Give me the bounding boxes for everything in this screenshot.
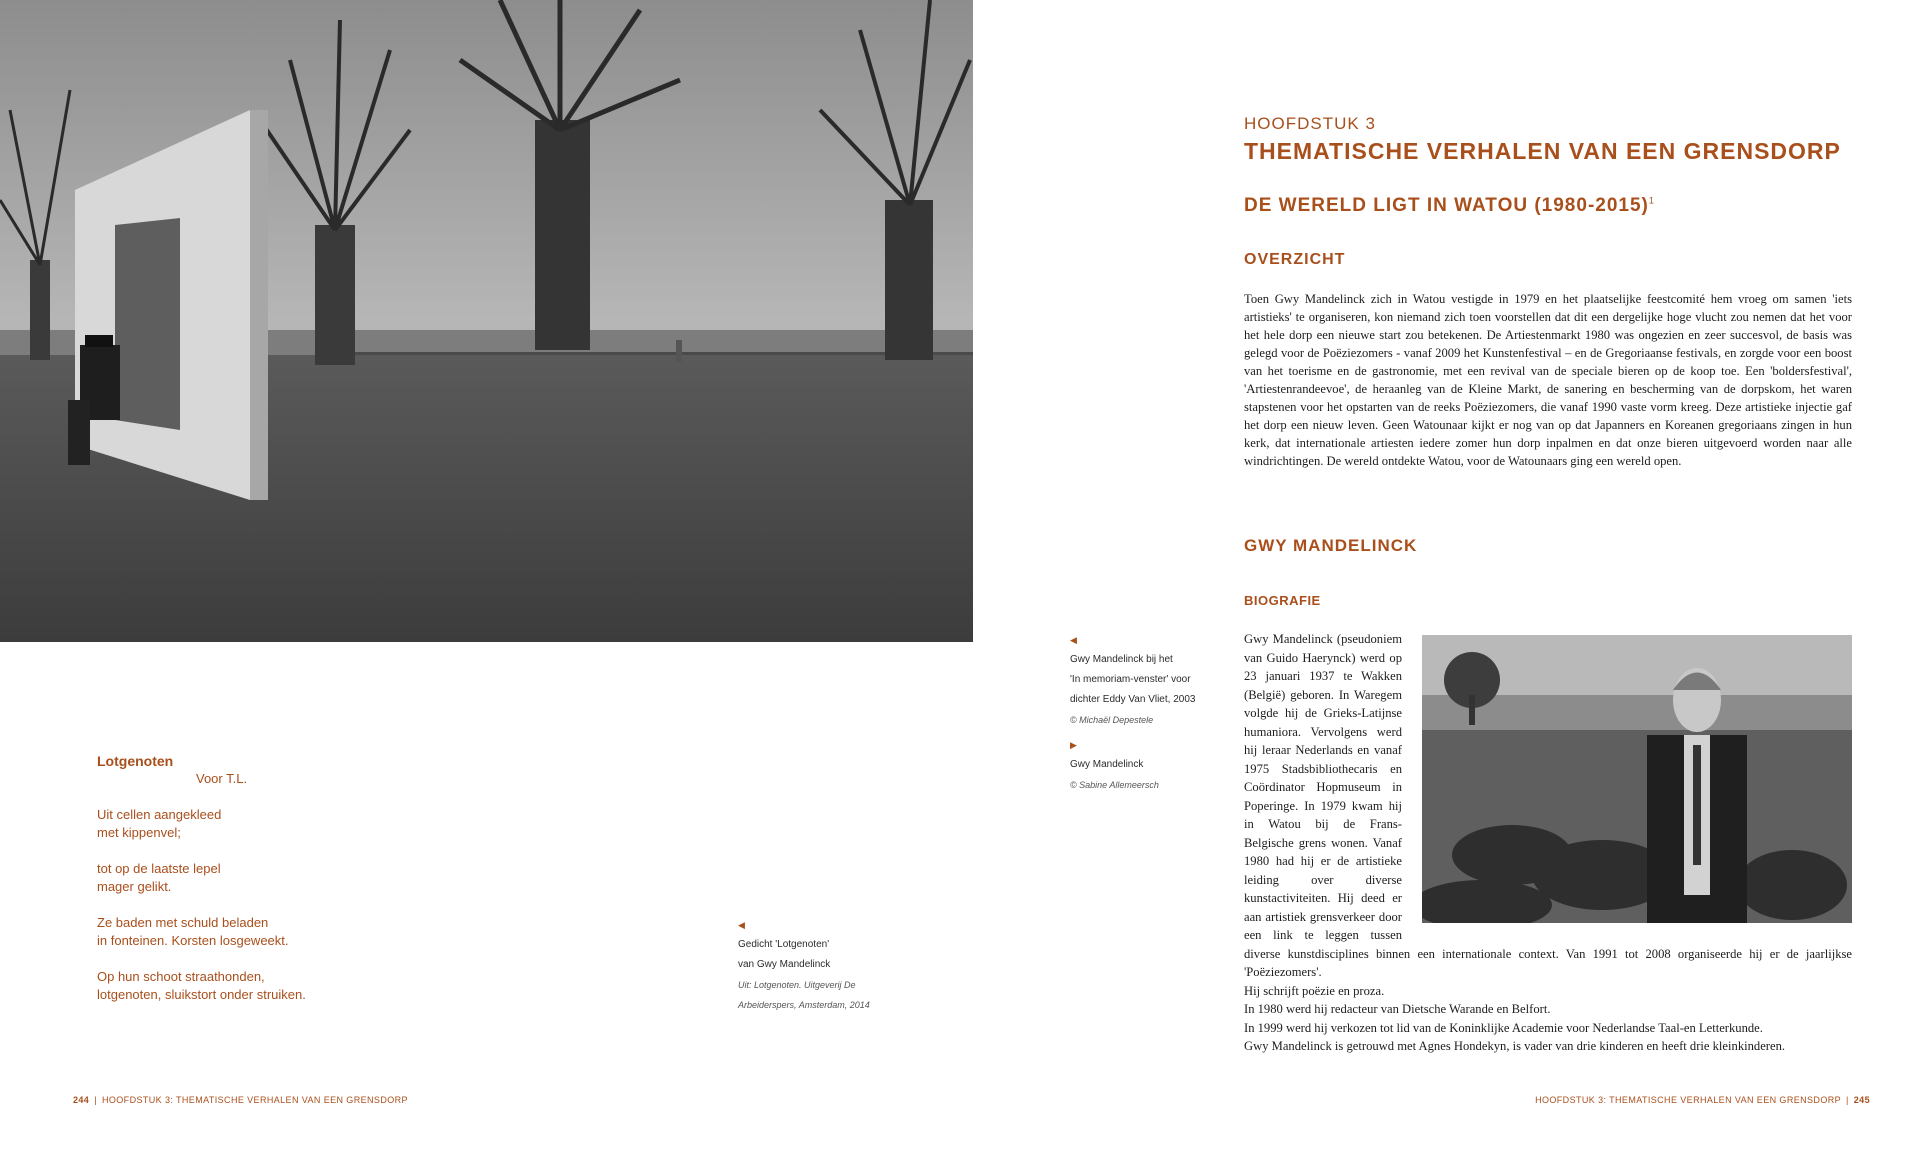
- caption-line: Gedicht 'Lotgenoten': [738, 939, 830, 950]
- poem-line: met kippenvel;: [97, 825, 181, 840]
- page-number: 245: [1853, 1095, 1870, 1105]
- poem-lotgenoten: [97, 752, 457, 1022]
- poem-line: lotgenoten, sluikstort onder struiken.: [97, 987, 306, 1002]
- caption-credit: © Sabine Allemeersch: [1070, 780, 1159, 790]
- poem-line: Uit cellen aangekleed: [97, 807, 222, 822]
- caption-photo-memorial: [1070, 630, 1210, 730]
- folio-left: [73, 1095, 408, 1105]
- poem-title: Lotgenoten: [97, 753, 174, 769]
- overview-paragraph: Toen Gwy Mandelinck zich in Watou vestigde in 1979 en het plaatselijke feestcomité hem vroeg om samen 'iets artistieks' te organiseren, kon niemand zich toen voorstellen dat dit een dergelijke hoge vlucht zou nemen dat het voor het hele dorp een nieuwe start zou betekenen. De Artiestenmarkt 1980 was ongezien en zeer succesvol, de basis was gelegd voor de Poëziezomers - vanaf 2009 het Kunstenfestival – en de Gregoriaanse festivals, en zorgde voor een boost van het toerisme en de gastronomie, met een revival van de speciale bieren op de koop toe. Een 'boldersfestival', 'Artiestenrandeevoe', de heraanleg van de Kleine Markt, de sanering en bescherming van de dorpskom, het waren stapstenen voor het opstarten van de reeks Poëziezomers, die vanaf 1990 vaste vorm kreeg. Deze artistieke injectie gaf het dorp een nieuw leven. Geen Watounaar kijkt er nog van op dat Japanners en Koreanen gregoriaans zingen in hun kerk, dat internationale artiesten iedere zomer hun dorp inpalmen en dat onze bieren uitgevoerd worden naar alle windrichtingen. De wereld ontdekte Watou, voor de Watounaars ging een wereld open.: [1244, 292, 1852, 468]
- poem-line: in fonteinen. Korsten losgeweekt.: [97, 933, 289, 948]
- folio-separator: |: [94, 1095, 97, 1105]
- section-title-text: DE WERELD LIGT IN WATOU (1980-2015): [1244, 195, 1649, 216]
- photo-portrait: [1422, 635, 1852, 923]
- overview-heading: OVERZICHT: [1244, 251, 1346, 268]
- chapter-label: HOOFDSTUK 3: [1244, 114, 1376, 133]
- poem-stanza: [97, 860, 457, 896]
- caption-poem: [738, 915, 888, 1015]
- poem-line: Op hun schoot straathonden,: [97, 969, 265, 984]
- folio-right: [1535, 1095, 1870, 1105]
- photo-portrait-image: [1422, 635, 1852, 923]
- poem-line: Ze baden met schuld beladen: [97, 915, 269, 930]
- caret-left-icon: ◀: [1070, 635, 1077, 645]
- photo-memorial-window-image: [0, 0, 973, 642]
- section-title: [1244, 195, 1655, 217]
- caption-credit: Arbeiderspers, Amsterdam, 2014: [738, 1000, 870, 1010]
- poem-stanza: [97, 914, 457, 950]
- caption-photo-portrait: [1070, 735, 1210, 795]
- footnote-marker: 1: [1648, 195, 1655, 206]
- caption-line: dichter Eddy Van Vliet, 2003: [1070, 694, 1196, 705]
- poem-dedication: Voor T.L.: [196, 771, 248, 786]
- biography-body: [1244, 630, 1852, 1053]
- caption-line: 'In memoriam-venster' voor: [1070, 674, 1191, 685]
- poem-stanza: [97, 806, 457, 842]
- biography-paragraph: Gwy Mandelinck (pseudoniem van Guido Haerynck) werd op 23 januari 1937 te Wakken (België) geboren. In Waregem volgde hij de Grieks-Latijnse humaniora. Vervolgens werd hij leraar Nederlands en vanaf 1975 Stadsbibliothecaris en Coördinator Hopmuseum in Poperinge. In 1979 kwam hij in Watou bij de Frans-Belgische grens wonen. Vanaf 1980 had hij er de artistieke leiding over diverse kunstactiviteiten. Hij deed er aan artistiek grensverkeer door een link te leggen tussen diverse kunstdisciplines binnen een internationale context. Van 1991 tot 2008 organiseerde hij er de jaarlijkse 'Poëziezomers'.: [1244, 632, 1852, 979]
- caret-right-icon: ▶: [1070, 740, 1077, 750]
- chapter-title: THEMATISCHE VERHALEN VAN EEN GRENSDORP: [1244, 138, 1841, 164]
- caption-line: Gwy Mandelinck: [1070, 759, 1144, 770]
- caption-credit: Uit: Lotgenoten. Uitgeverij De: [738, 980, 856, 990]
- poem-stanza: [97, 968, 457, 1004]
- page-number: 244: [73, 1095, 90, 1105]
- photo-memorial-window: [0, 0, 973, 642]
- biography-line: In 1999 werd hij verkozen tot lid van de Koninklijke Academie voor Nederlandse Taal-en Letterkunde.: [1244, 1020, 1763, 1035]
- biography-line: Hij schrijft poëzie en proza.: [1244, 983, 1385, 998]
- poem-line: tot op de laatste lepel: [97, 861, 221, 876]
- caption-line: van Gwy Mandelinck: [738, 959, 831, 970]
- running-title: HOOFDSTUK 3: THEMATISCHE VERHALEN VAN EEN GRENSDORP: [101, 1095, 408, 1105]
- person-heading: GWY MANDELINCK: [1244, 536, 1418, 555]
- caption-line: Gwy Mandelinck bij het: [1070, 654, 1173, 665]
- caret-left-icon: ◀: [738, 920, 745, 930]
- biography-heading: BIOGRAFIE: [1244, 593, 1321, 608]
- caption-credit: © Michaël Depestele: [1070, 715, 1154, 725]
- folio-separator: |: [1846, 1095, 1849, 1105]
- running-title: HOOFDSTUK 3: THEMATISCHE VERHALEN VAN EEN GRENSDORP: [1535, 1095, 1842, 1105]
- biography-line: Gwy Mandelinck is getrouwd met Agnes Hondekyn, is vader van drie kinderen en heeft drie kleinkinderen.: [1244, 1039, 1786, 1053]
- biography-line: In 1980 werd hij redacteur van Dietsche Warande en Belfort.: [1244, 1002, 1551, 1016]
- poem-line: mager gelikt.: [97, 879, 172, 894]
